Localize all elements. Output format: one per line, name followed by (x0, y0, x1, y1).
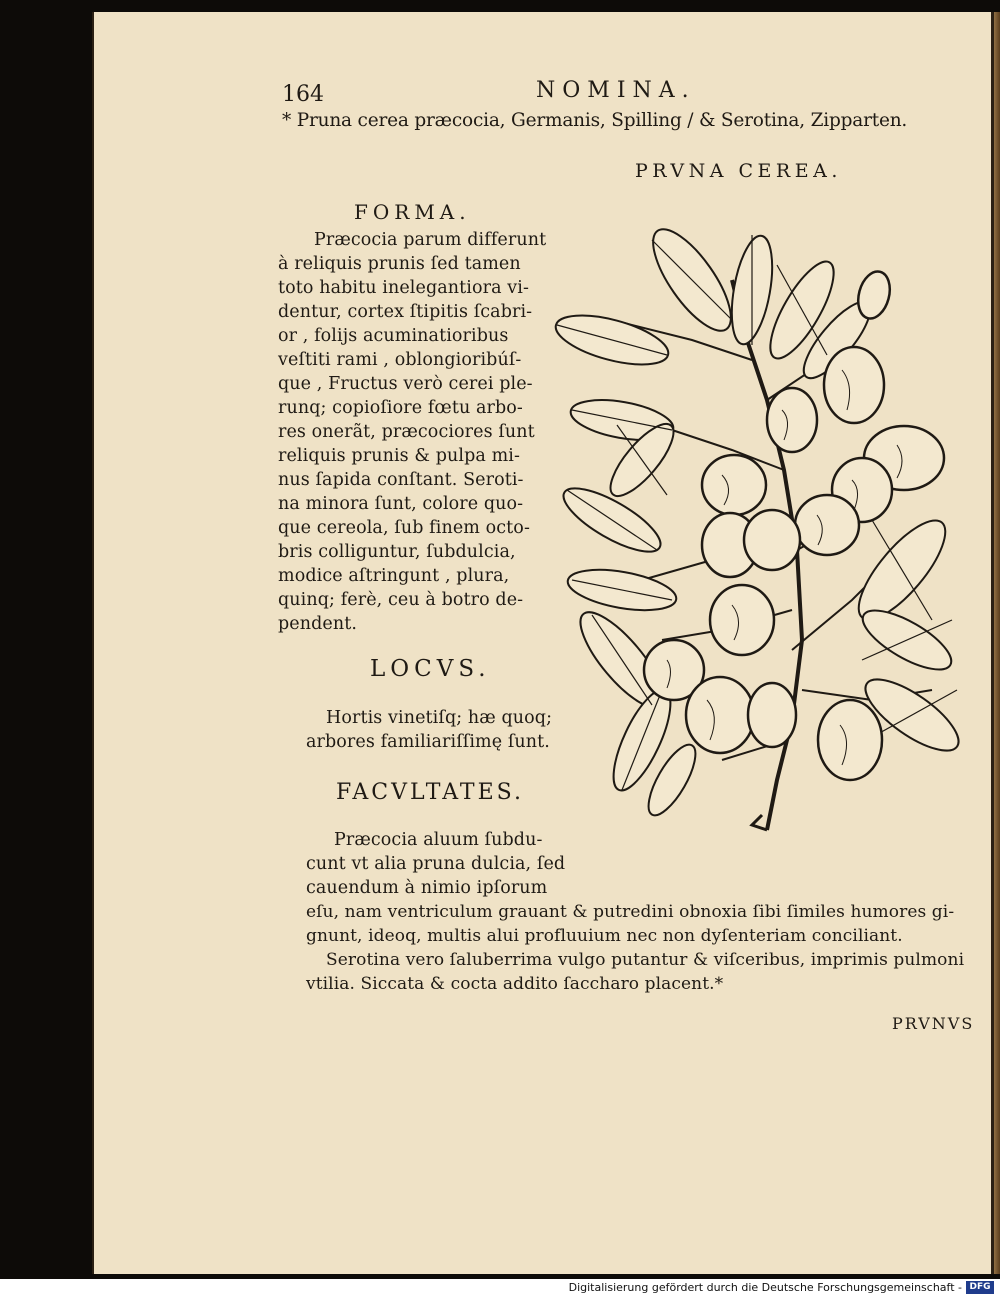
locus-line: Hortis vinetiſq; hæ quoq; (326, 708, 553, 728)
forma-line: toto habitu inelegantiora vi- (278, 278, 529, 298)
forma-heading: FORMA. (354, 200, 471, 224)
facultates-line: Serotina vero ſaluberrima vulgo putantur & viſceribus, imprimis pulmoni (326, 950, 965, 970)
forma-line: modice aſtringunt , plura, (278, 566, 510, 586)
forma-line: bris colliguntur, ſubdulcia, (278, 542, 516, 562)
facultates-line: cauendum à nimio ipſorum (306, 878, 548, 898)
forma-line: à reliquis prunis ſed tamen (278, 254, 521, 274)
forma-line: quinq; ferè, ceu à botro de- (278, 590, 524, 610)
facultates-heading: FACVLTATES. (336, 780, 524, 805)
names-line: * Pruna cerea præcocia, Germanis, Spilling / & Serotina, Zipparten. (282, 110, 908, 131)
facultates-line: eſu, nam ventriculum grauant & putredini obnoxia ſibi ſimiles humores gi- (306, 902, 955, 922)
catchword: PRVNVS (892, 1014, 975, 1033)
locus-line: arbores familiariſſimę ſunt. (306, 732, 550, 752)
forma-line: runq; copioſiore fœtu arbo- (278, 398, 523, 418)
plum-branch-woodcut-icon (552, 220, 962, 840)
forma-line: pendent. (278, 614, 358, 634)
facultates-line: cunt vt alia pruna dulcia, ſed (306, 854, 566, 874)
figure-title: PRVNA CEREA. (635, 160, 842, 182)
forma-line: or , folijs acuminatioribus (278, 326, 509, 346)
dfg-logo-icon: DFG (966, 1281, 994, 1294)
facultates-line: vtilia. Siccata & cocta addito ſaccharo placent.* (306, 974, 724, 994)
forma-line: que , Fructus verò cerei ple- (278, 374, 533, 394)
locus-heading: LOCVS. (370, 656, 491, 682)
forma-line: veſtiti rami , oblongioribúſ- (278, 350, 522, 370)
footer-credit: Digitalisierung gefördert durch die Deutsche Forschungsgemeinschaft - (568, 1281, 962, 1294)
forma-line: nus ſapida conſtant. Seroti- (278, 470, 524, 490)
running-header: NOMINA. (536, 78, 696, 103)
facultates-line: Præcocia aluum ſubdu- (334, 830, 543, 850)
footer-bar (0, 1279, 1000, 1297)
forma-line: Præcocia parum differunt (314, 230, 547, 250)
page-number: 164 (282, 82, 324, 107)
forma-line: res onerãt, præcociores ſunt (278, 422, 535, 442)
forma-line: na minora ſunt, colore quo- (278, 494, 524, 514)
forma-line: reliquis prunis & pulpa mi- (278, 446, 520, 466)
facultates-line: gnunt, ideoq, multis alui profluuium nec non dyſenteriam conciliant. (306, 926, 903, 946)
forma-line: que cereola, ſub finem octo- (278, 518, 530, 538)
forma-line: dentur, cortex ſtipitis ſcabri- (278, 302, 533, 322)
